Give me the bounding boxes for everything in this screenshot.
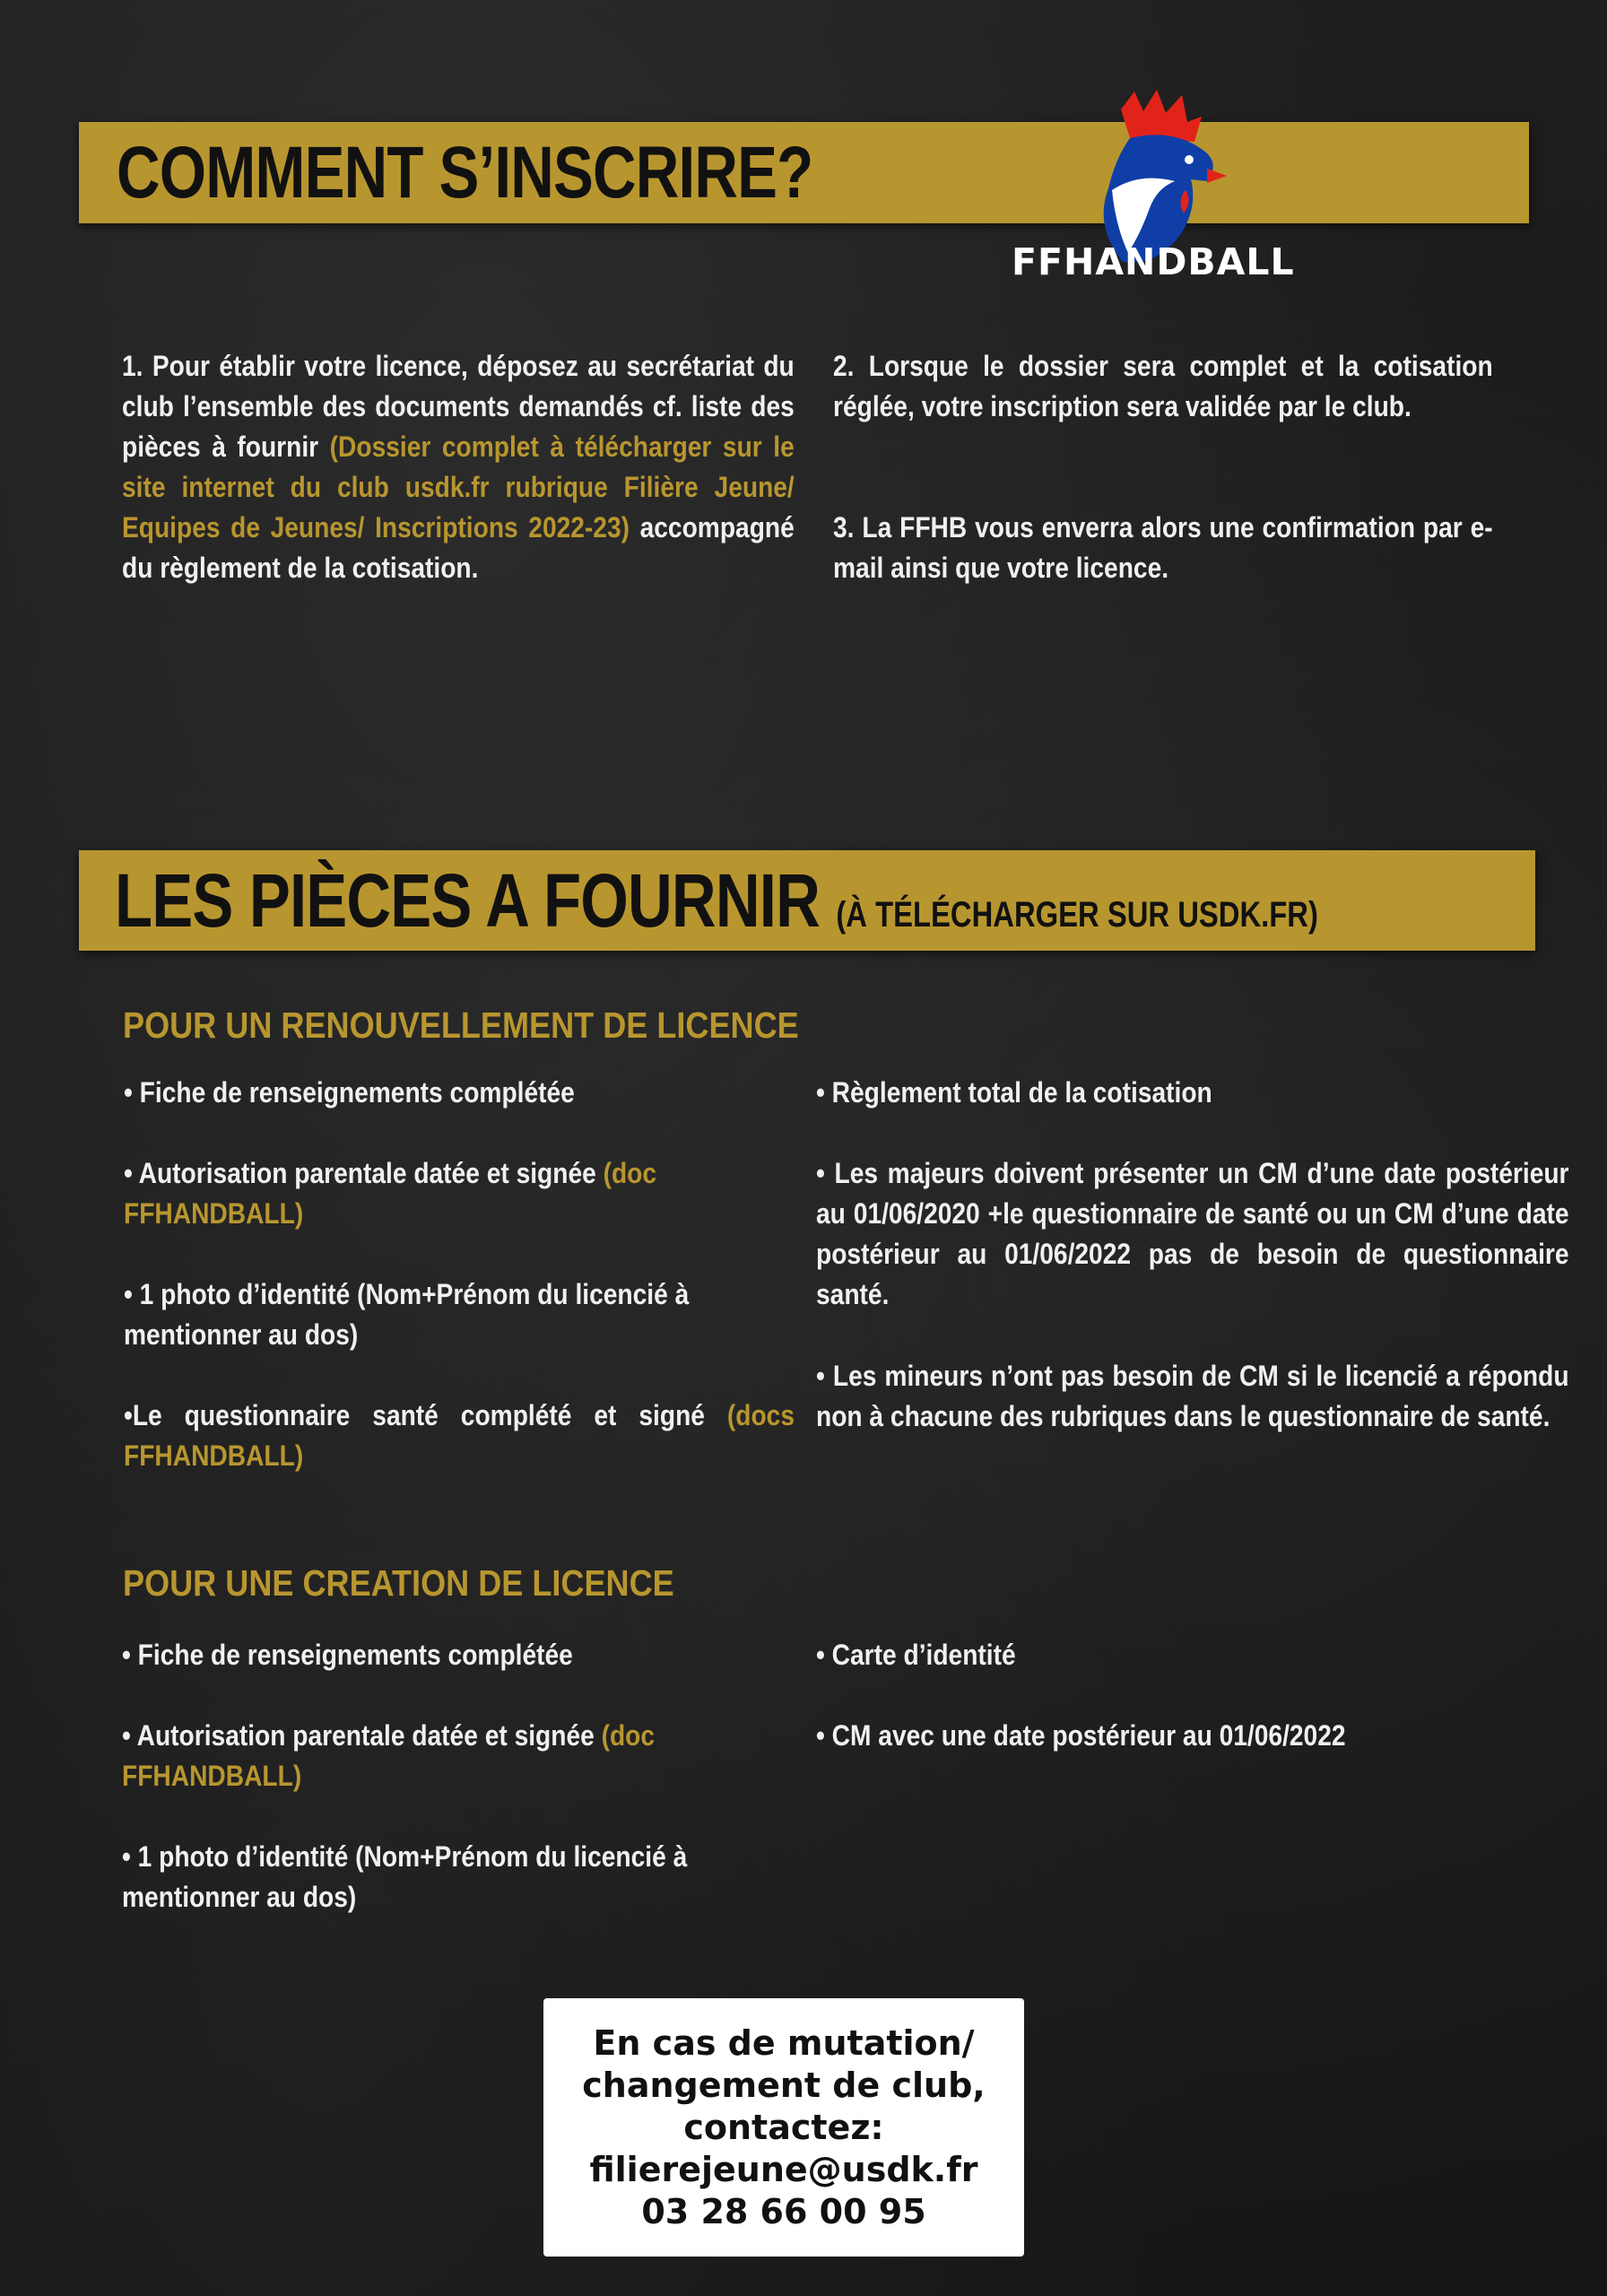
contact-line-1: En cas de mutation/ [593, 2022, 975, 2063]
creation-item-cm: • CM avec une date postérieur au 01/06/2022 [816, 1719, 1346, 1752]
section-banner-pieces [79, 850, 1535, 951]
creation-item-authorization [122, 1716, 691, 1796]
renewal-item-authorization-text: • Autorisation parentale datée et signée [124, 1157, 604, 1189]
step-2-paragraph: 2. Lorsque le dossier sera complet et la cotisation réglée, votre inscription sera validée par le club. [833, 350, 1493, 422]
contact-line-3: contactez: [683, 2107, 884, 2147]
creation-item-photo: • 1 photo d’identité (Nom+Prénom du licencié à mentionner au dos) [122, 1840, 688, 1913]
renewal-item-payment: • Règlement total de la cotisation [816, 1076, 1212, 1109]
renewal-item-questionnaire-text: •Le questionnaire santé complété et signé [124, 1399, 727, 1431]
renewal-heading: POUR UN RENOUVELLEMENT DE LICENCE [123, 1004, 799, 1046]
step-1-text: 1. Pour établir votre licence, déposez au secrétariat du club l’ensemble des documents demandés cf. liste des pièces à fournir [122, 350, 795, 463]
contact-email[interactable]: filierejeune@usdk.fr [589, 2149, 978, 2189]
contact-box [543, 1998, 1024, 2257]
renewal-item-minors-cm: • Les mineurs n’ont pas besoin de CM si le licencié a répondu non à chacune des rubriques dans le questionnaire de santé. [816, 1360, 1569, 1432]
section-title-inscription: COMMENT S’INSCRIRE? [117, 132, 813, 213]
contact-phone[interactable]: 03 28 66 00 95 [641, 2191, 926, 2231]
renewal-item-questionnaire [124, 1396, 795, 1476]
creation-heading: POUR UNE CREATION DE LICENCE [123, 1562, 674, 1604]
step-3-paragraph: 3. La FFHB vous enverra alors une confirmation par e-mail ainsi que votre licence. [833, 511, 1493, 584]
step-1-download-note: (Dossier complet à télécharger sur le site internet du club usdk.fr rubrique Filière Jeune/ Equipes de Jeunes/ Inscriptions 2022-23) [122, 430, 795, 544]
renewal-item-authorization [124, 1153, 692, 1234]
renewal-item-photo: • 1 photo d’identité (Nom+Prénom du licencié à mentionner au dos) [124, 1278, 690, 1351]
renewal-item-adults-cm: • Les majeurs doivent présenter un CM d’une date postérieur au 01/06/2020 +le questionnaire de santé ou un CM d’une date postérieur au 01/06/2022 pas de besoin de questionnaire santé. [816, 1157, 1569, 1310]
creation-item-form: • Fiche de renseignements complétée [122, 1639, 573, 1671]
renewal-item-form: • Fiche de renseignements complétée [124, 1076, 575, 1109]
creation-item-id-card: • Carte d’identité [816, 1639, 1016, 1671]
contact-line-2: changement de club, [582, 2065, 986, 2105]
section-banner-inscription [79, 122, 1529, 223]
pieces-subtitle: (À TÉLÉCHARGER SUR USDK.FR) [836, 895, 1318, 935]
ffhandball-logo-text: FFHANDBALL [1012, 240, 1295, 283]
step-1-text-end: accompagné du règlement de la cotisation. [122, 511, 795, 584]
renewal-item-questionnaire-note: (docs FFHANDBALL) [124, 1399, 795, 1472]
creation-item-authorization-text: • Autorisation parentale datée et signée [122, 1719, 602, 1752]
section-title-pieces [115, 858, 1318, 953]
pieces-title: LES PIÈCES A FOURNIR [115, 858, 821, 943]
creation-item-authorization-note: (doc FFHANDBALL) [122, 1719, 656, 1792]
step-1-paragraph [122, 346, 795, 588]
renewal-item-authorization-note: (doc FFHANDBALL) [124, 1157, 657, 1230]
